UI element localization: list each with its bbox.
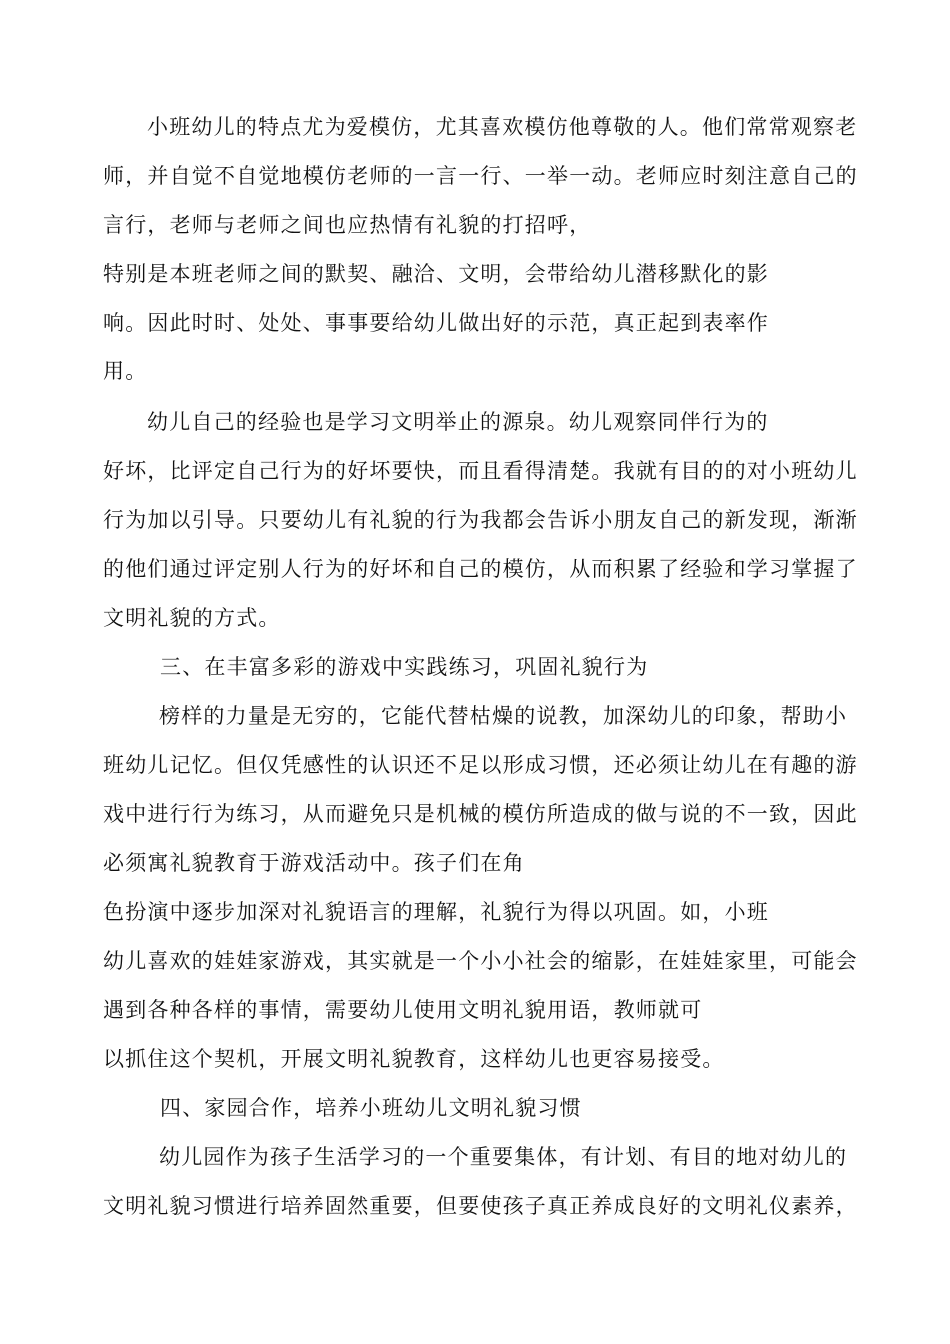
text-line: 遇到各种各样的事情，需要幼儿使用文明礼貌用语，教师就可 — [103, 998, 703, 1022]
text-line: 色扮演中逐步加深对礼貌语言的理解，礼貌行为得以巩固。如，小班 — [103, 900, 769, 924]
text-line: 文明礼貌的方式。 — [103, 606, 281, 630]
text-line: 文明礼貌习惯进行培养固然重要，但要使孩子真正养成良好的文明礼仪素养， — [103, 1194, 858, 1218]
text-line: 响。因此时时、处处、事事要给幼儿做出好的示范，真正起到表率作 — [103, 311, 769, 335]
text-line: 师，并自觉不自觉地模仿老师的一言一行、一举一动。老师应时刻注意自己的 — [103, 164, 858, 188]
text-line: 戏中进行行为练习，从而避免只是机械的模仿所造成的做与说的不一致，因此 — [103, 802, 858, 826]
text-line: 榜样的力量是无穷的，它能代替枯燥的说教，加深幼儿的印象，帮助小 — [159, 704, 848, 728]
text-line: 行为加以引导。只要幼儿有礼貌的行为我都会告诉小朋友自己的新发现，渐渐 — [103, 508, 858, 532]
text-line: 幼儿自己的经验也是学习文明举止的源泉。幼儿观察同伴行为的 — [147, 410, 769, 434]
text-line: 以抓住这个契机，开展文明礼貌教育，这样幼儿也更容易接受。 — [103, 1047, 725, 1071]
text-line: 幼儿园作为孩子生活学习的一个重要集体，有计划、有目的地对幼儿的 — [159, 1145, 848, 1169]
text-line: 特别是本班老师之间的默契、融洽、文明，会带给幼儿潜移默化的影 — [103, 262, 769, 286]
text-line: 用。 — [103, 359, 148, 383]
text-line: 班幼儿记忆。但仅凭感性的认识还不足以形成习惯，还必须让幼儿在有趣的游 — [103, 753, 858, 777]
text-line: 好坏，比评定自己行为的好坏要快，而且看得清楚。我就有目的的对小班幼儿 — [103, 459, 858, 483]
text-line: 的他们通过评定别人行为的好坏和自己的模仿，从而积累了经验和学习掌握了 — [103, 557, 858, 581]
text-line: 幼儿喜欢的娃娃家游戏，其实就是一个小小社会的缩影，在娃娃家里，可能会 — [103, 949, 858, 973]
text-line: 言行，老师与老师之间也应热情有礼貌的打招呼， — [103, 213, 592, 237]
text-line: 小班幼儿的特点尤为爱模仿，尤其喜欢模仿他尊敬的人。他们常常观察老 — [147, 115, 858, 139]
section-heading: 三、在丰富多彩的游戏中实践练习，巩固礼貌行为 — [160, 655, 649, 679]
section-heading: 四、家园合作，培养小班幼儿文明礼貌习惯 — [160, 1096, 582, 1120]
text-line: 必须寓礼貌教育于游戏活动中。孩子们在角 — [103, 851, 525, 875]
